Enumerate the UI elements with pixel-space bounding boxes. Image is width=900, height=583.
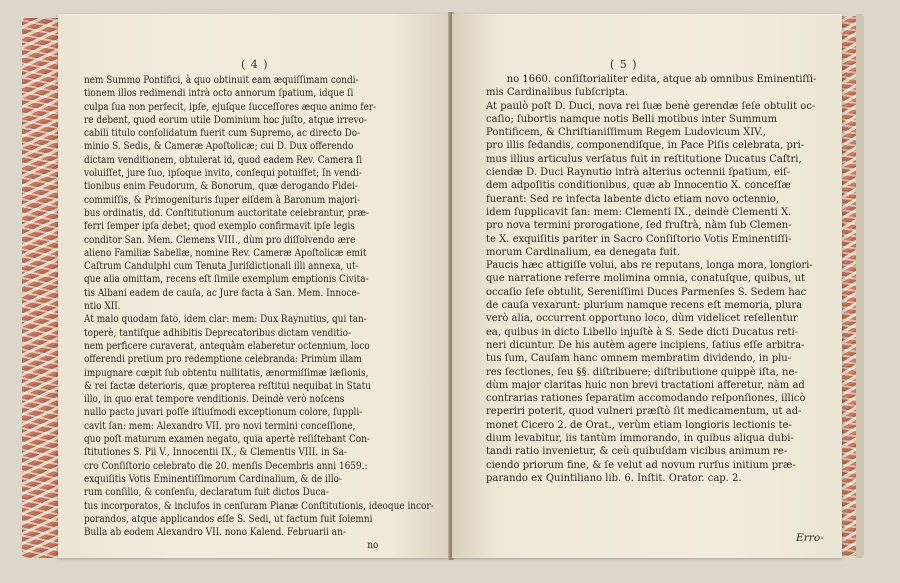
text-line: no 1660. conſiſtorialiter edita, atque ab omnibus Eminentiſſi- [506, 73, 817, 85]
text-line: porandos, atque applicandos eſſe S. Sedi, ut factum fuit ſolemni [84, 512, 373, 525]
text-line: At paulò poſt D. Duci, nova rei ſuæ benè gerendæ ſeſe obtulit oc- [486, 99, 816, 112]
text-line: nem perficere curaverat, antequàm elaberetur octennium, loco [84, 339, 370, 352]
text-line: mis Cardinalibus ſubſcripta. [486, 86, 629, 99]
text-line: cavit ſan: mem: Alexandro VII. pro novi termini conceſſione, [84, 419, 356, 432]
text-line: Pontificem, & Chriſtianiſſimum Regem Ludovicum XIV., [486, 126, 766, 139]
text-line: caſio; ſubortis namque notis Belli motibus inter Summum [486, 112, 778, 125]
text-line: Paucis hæc attigiſſe volui, abs re reputans, longa mora, longiori- [486, 259, 813, 272]
text-line: Bulla ab eodem Alexandro VII. nono Kalend. Februarii an- [84, 526, 346, 539]
text-line: alieno Familiæ Sabellæ, nomine Rev. Cameræ Apoſtolicæ emit [84, 246, 367, 259]
text-line: idem ſupplicavit ſan: mem: Clementi IX., deindè Clementi X. [486, 205, 792, 218]
text-line: neri dicuntur. De his autèm agere incipiens, ſatius eſſe arbitra- [486, 338, 805, 351]
text-line: monet Cicero 2. de Orat., verùm etiam longioris lectionis te- [486, 418, 792, 431]
page-number-left: ( 4 ) [241, 58, 269, 71]
text-line: exquiſitis Votis Eminentiſſimorum Cardinalium, & de illo- [84, 472, 342, 485]
text-line: occaſio ſeſe obtulit, Sereniſſimi Duces Parmenſes S. Sedem hac [486, 285, 807, 298]
text-line: no [367, 539, 379, 552]
book-board-right [856, 14, 864, 558]
text-line: conditor San. Mem. Clemens VIII., dùm pro diſſolvendo ære [84, 233, 356, 246]
text-line: rum conſilio, & conſenſu, declaratum fuit dictos Duca- [84, 486, 329, 499]
left-page-text [84, 74, 500, 553]
text-line: que narratione referre molimina omnia, conatuſque, quibus, ut [486, 272, 806, 285]
text-line: culpa ſua non perfecit, ipſe, ejuſque ſucceſſores æquo animo fer- [84, 100, 377, 113]
text-line: illo, in quo erat tempore venditionis. Deindè verò noſcens [84, 393, 345, 406]
text-line: ferri ſemper ipſa debet; quod exemplo confirmavit ipſe legis [84, 220, 355, 233]
text-line: tandi ratio invenietur, & ceù quibuſdam vicibus animum re- [486, 445, 788, 458]
text-line: tis Albani eadem de cauſa, ac Jure facta à San. Mem. Innoce- [84, 286, 360, 299]
text-line: commiſſis, & Primogenituris ſuper eiſdem à Baronum majori- [84, 193, 361, 206]
page-number-right: ( 5 ) [610, 58, 638, 71]
text-line: verò alia, occurrent opportuno loco, dùm videlicet reſellentur [486, 312, 798, 325]
text-line: res ſectiones, ſeu §§. diſtribuere; diſtributione quippè iſta, ne- [486, 365, 798, 378]
text-line: ſtitutiones S. Pii V., Innocentii IX., & Clementis VIII. in Sa- [84, 446, 347, 459]
text-line: te X. exquiſitis pariter in Sacro Conſiſtorio Votis Eminentiſſi- [486, 232, 792, 245]
text-line: impugnare cœpit ſub obtentu nullitatis, ænormiſſimæ læſionis, [84, 366, 369, 379]
text-line: quo poſt maturum examen negato, quia apertè reſiſtebant Con- [84, 433, 370, 446]
right-page-text [486, 73, 836, 485]
text-line: ciendæ D. Duci Raynutio intrà alterius octennii ſpatium, eiſ- [486, 166, 791, 179]
text-line: contrarias rationes ſeparatim accomodando reſponſiones, illicò [486, 392, 806, 405]
text-line: bus ordinatis, dd. Conſtitutionum auctoritate celebrantur, præ- [84, 206, 370, 219]
text-line: toperè, tantiſque adhibitis Deprecatoribus dictam venditio- [84, 326, 351, 339]
text-line: de cauſa vexarunt: plurium namque recens eſt memoria, plura [486, 299, 803, 312]
text-line: pro nova termini prorogatione, ſed fruſtrà, nàm ſub Clemen- [486, 219, 792, 232]
text-line: cro Conſiſtorio celebrato die 20. menſis Decembris anni 1659.: [84, 459, 368, 472]
text-line: mus illius articulus verſatus fuit in reſtitutione Ducatus Caſtri, [486, 152, 802, 165]
text-line: morum Cardinalium, ea denegata fuit. [486, 245, 681, 258]
text-line: tus incorporatos, & inclufos in cenſuram Pianæ Conſtitutionis, ideoque incor- [84, 499, 434, 512]
catchword: Erro- [796, 532, 824, 544]
text-line: nem Summo Pontifici, à quo obtinuit eam æquiſſimam condi- [84, 74, 359, 86]
text-line: parando ex Quintiliano lib. 6. Inſtit. Orator. cap. 2. [486, 471, 742, 484]
text-line: fuerant: Sed re infecta labente dicto etiam novo octennio, [486, 192, 780, 205]
text-line: Caſtrum Candulphi cum Tenuta Juriſdictionali illi annexa, ut- [84, 260, 359, 273]
text-line: tionibus enim Feudorum, & Bonorum, quæ derogando Fidei- [84, 180, 358, 193]
text-line: & rei factæ deterioris, quæ propterea reſtitui nequibat in Statu [84, 379, 371, 392]
text-line: re debent, quod eorum utile Dominium hoc juſto, atque irrevo- [84, 113, 367, 126]
text-line: voluiſſet, jure ſuo, ipſoque invito, conſequi potuiſſet; In vendi- [84, 167, 362, 180]
text-line: reperiri poterit, quod vulneri præſtò ſit medicamentum, ut ad- [486, 405, 802, 418]
text-line: tionem illos redimendi intrà octo annorum ſpatium, idque ſi [84, 87, 354, 100]
text-line: dium levabitur, iis tantùm immorando, in quibus aliqua dubi- [486, 432, 794, 445]
text-line: minio S. Sedis, & Cameræ Apoſtolicæ; cui D. Dux offerendo [84, 140, 354, 153]
text-line: ntio XII. [84, 300, 121, 313]
text-line: ciendo priorum fine, & ſe velut ad novum rurſus initium præ- [486, 458, 796, 471]
text-line: tus ſum, Cauſam hanc omnem membratim dividendo, in plu- [486, 352, 792, 365]
right-page [452, 14, 842, 558]
left-page [58, 14, 450, 558]
text-line: nullo pacto juvari poſſe iſtiuſmodi exceptionum colore, ſuppli- [84, 406, 363, 419]
text-line: dictam venditionem, obtulerat id, quod eadem Rev. Camera ſi [84, 153, 363, 166]
text-line: dem adpoſitis conditionibus, quæ ab Innocentio X. conceſſæ [486, 179, 791, 192]
text-line: cabili titulo conſolidatum fuerit cum Supremo, ac directo Do- [84, 127, 361, 140]
text-line: pro illis ſedandis, componendiſque, in Pace Piſis celebrata, pri- [486, 139, 805, 152]
text-line: que alia omittam, recens eſt ſimile exemplum emptionis Civita- [84, 273, 369, 286]
text-line: At malo quodam fato, idem clar: mem: Dux Raynutius, qui tan- [84, 313, 367, 326]
text-line: dùm major claritas huic non brevi tractationi afferetur, nàm ad [486, 378, 805, 391]
text-line: ea, quibus in dicto Libello injuſtè à S. Sede dicti Ducatus reti- [486, 325, 799, 338]
text-line: offerendi pretium pro redemptione celebranda: Primùm illam [84, 353, 362, 366]
